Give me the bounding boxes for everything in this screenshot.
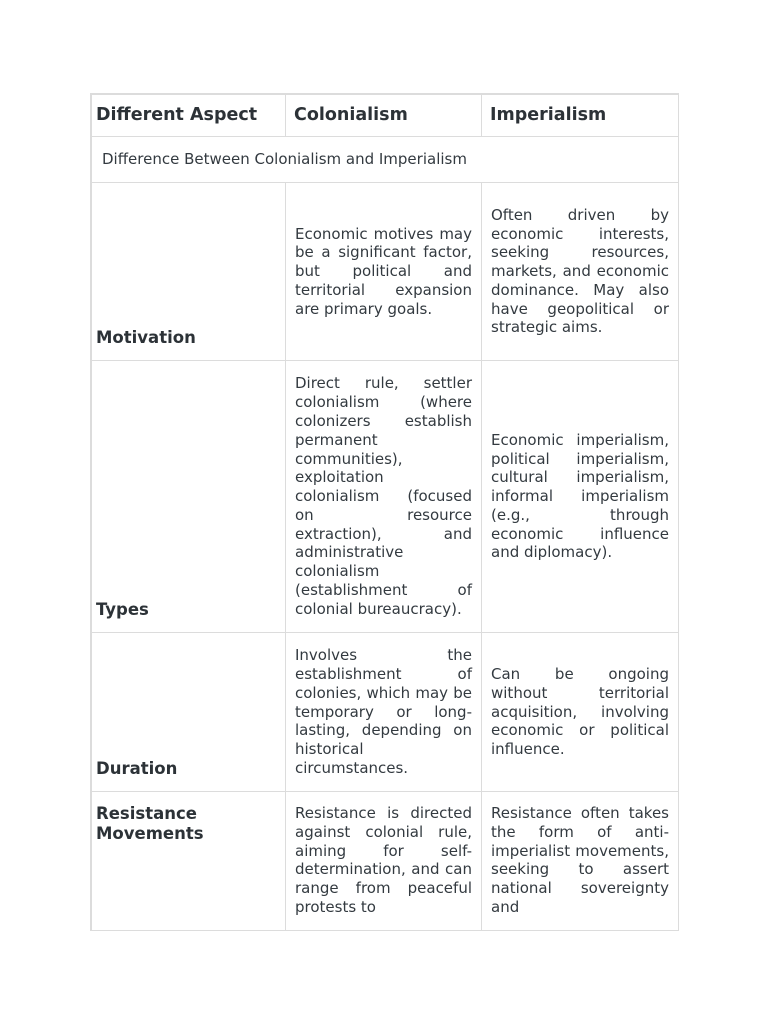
caption-row [92,137,679,183]
cell-colonialism-duration: Involves the establishment of colonies, which may be temporary or long-lasting, depending on historical circumstances. [286,633,482,792]
comparison-table-container [90,93,679,931]
row-aspect-motivation: Motivation [92,183,286,361]
header-aspect: Different Aspect [92,95,286,137]
table-caption: Difference Between Colonialism and Imperialism [92,137,679,183]
table-row [92,183,679,361]
cell-imperialism-motivation: Often driven by economic interests, seeking resources, markets, and economic dominance. May also have geopolitical or strategic aims. [482,183,679,361]
cell-colonialism-types: Direct rule, settler colonialism (where colonizers establish permanent communities), exploitation colonialism (focused on resource extraction), and administrative colonialism (establishment of colonial bureaucracy). [286,361,482,633]
row-aspect-duration: Duration [92,633,286,792]
cell-colonialism-motivation: Economic motives may be a significant factor, but political and territorial expansion are primary goals. [286,183,482,361]
header-colonialism: Colonialism [286,95,482,137]
table-header-row [92,95,679,137]
table-row [92,361,679,633]
table-row [92,792,679,932]
cell-colonialism-resistance: Resistance is directed against colonial rule, aiming for self-determination, and can range from peaceful protests to [286,792,482,932]
header-imperialism: Imperialism [482,95,679,137]
cell-imperialism-types: Economic imperialism, political imperialism, cultural imperialism, informal imperialism (e.g., through economic influence and diplomacy). [482,361,679,633]
row-aspect-types: Types [92,361,286,633]
row-aspect-resistance: Resistance Movements [92,792,286,932]
table-row [92,633,679,792]
comparison-table [91,94,679,931]
cell-imperialism-resistance: Resistance often takes the form of anti-imperialist movements, seeking to assert national sovereignty and [482,792,679,932]
cell-imperialism-duration: Can be ongoing without territorial acquisition, involving economic or political influence. [482,633,679,792]
